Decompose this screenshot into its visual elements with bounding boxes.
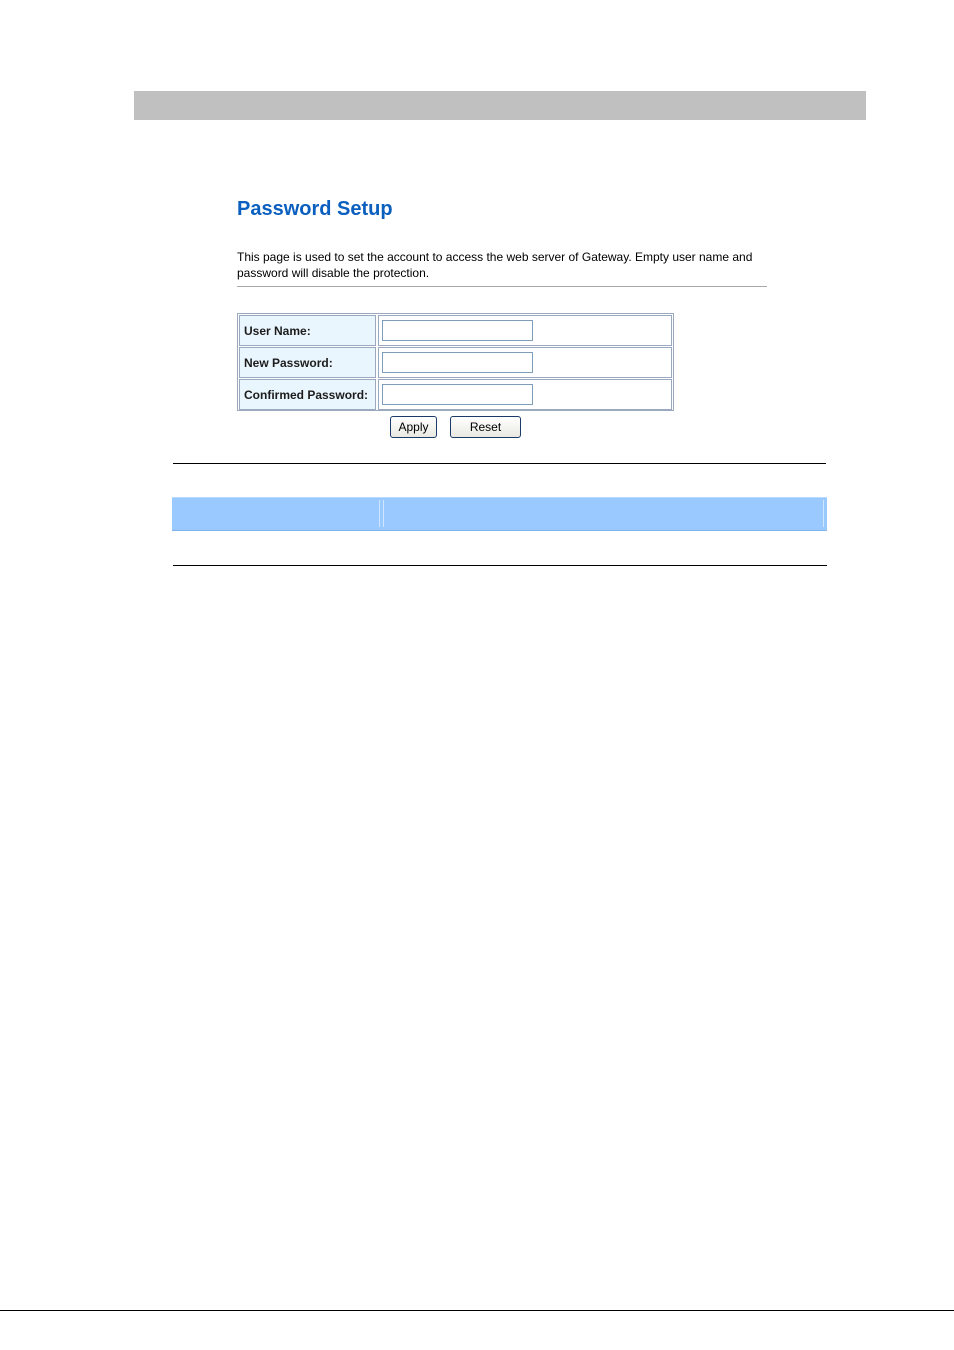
user-name-cell bbox=[378, 315, 672, 346]
document-header-bar bbox=[134, 91, 866, 120]
form-row-new-password bbox=[239, 347, 672, 378]
page-title: Password Setup bbox=[237, 198, 393, 220]
table-header-cell bbox=[173, 500, 380, 527]
page-footer-rule bbox=[0, 1310, 954, 1311]
description-divider bbox=[237, 286, 767, 287]
user-name-label: User Name: bbox=[239, 315, 376, 346]
table-bottom-rule bbox=[173, 565, 827, 566]
confirmed-password-input[interactable] bbox=[382, 384, 533, 405]
user-name-input[interactable] bbox=[382, 320, 533, 341]
apply-button[interactable]: Apply bbox=[390, 416, 437, 438]
confirmed-password-cell bbox=[378, 379, 672, 410]
page-description: This page is used to set the account to access the web server of Gateway. Empty user name and password will disable the protection. bbox=[237, 250, 753, 280]
reset-button[interactable]: Reset bbox=[450, 416, 521, 438]
confirmed-password-label: Confirmed Password: bbox=[239, 379, 376, 410]
table-header-cell bbox=[383, 500, 824, 527]
new-password-input[interactable] bbox=[382, 352, 533, 373]
form-row-user-name bbox=[239, 315, 672, 346]
form-row-confirmed-password bbox=[239, 379, 672, 410]
table-top-rule bbox=[173, 463, 826, 464]
new-password-label: New Password: bbox=[239, 347, 376, 378]
password-form-table bbox=[237, 313, 674, 411]
new-password-cell bbox=[378, 347, 672, 378]
table-header-band bbox=[172, 497, 827, 531]
